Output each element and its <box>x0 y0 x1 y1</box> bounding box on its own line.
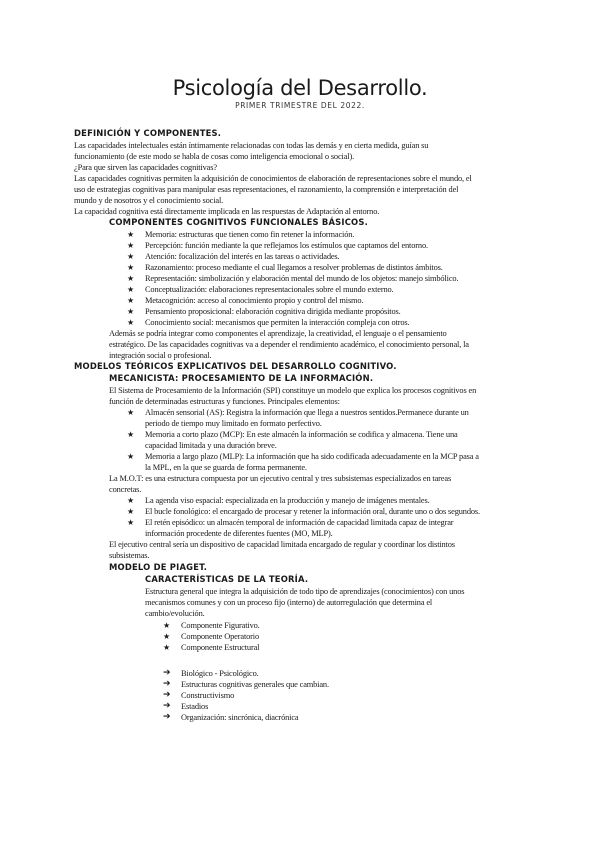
paragraph-line: mecanismos comunes y con un proceso fijo (interno) de autorregulación que determina el <box>145 598 433 607</box>
paragraph-line: El Sistema de Procesamiento de la Información (SPI) constituye un modelo que explica los procesos cognitivos en <box>109 386 477 395</box>
list-item-continuation: información procedente de diferentes fuentes (MO, MLP). <box>145 529 333 538</box>
section-heading-modelos: MODELOS TEÓRICOS EXPLICATIVOS DEL DESARROLLO COGNITIVO. <box>74 361 397 371</box>
star-bullet-icon: ★ <box>127 496 135 505</box>
star-bullet-icon: ★ <box>127 230 135 239</box>
list-item: Representación: simbolización y elaboración mental del mundo de los objetos: manejo simbólico. <box>145 274 459 283</box>
list-item-continuation: capacidad limitada y una duración breve. <box>145 441 277 450</box>
paragraph-line: Las capacidades intelectuales están íntimamente relacionadas con todas las demás y en cierta medida, guían su <box>74 141 429 150</box>
paragraph-line: La capacidad cognitiva está directamente implicada en las respuestas de Adaptación al entorno. <box>74 207 380 216</box>
paragraph-line: concretas. <box>109 485 142 494</box>
list-item: Componente Figurativo. <box>181 621 260 630</box>
star-bullet-icon: ★ <box>127 263 135 272</box>
arrow-right-icon: ➔ <box>163 701 171 711</box>
star-bullet-icon: ★ <box>127 285 135 294</box>
star-bullet-icon: ★ <box>163 632 171 641</box>
section-heading-definicion: DEFINICIÓN Y COMPONENTES. <box>74 128 222 138</box>
paragraph-line: ¿Para que sirven las capacidades cognitivas? <box>74 163 217 172</box>
subheading-piaget: MODELO DE PIAGET. <box>109 562 208 572</box>
list-item: Conocimiento social: mecanismos que permiten la interacción compleja con otros. <box>145 318 410 327</box>
paragraph-line: subsistemas. <box>109 551 150 560</box>
list-item: Biológico - Psicológico. <box>181 669 259 678</box>
section-heading-componentes: COMPONENTES COGNITIVOS FUNCIONALES BÁSICOS. <box>109 217 368 227</box>
star-bullet-icon: ★ <box>127 307 135 316</box>
list-item: Atención: focalización del interés en las tareas o actividades. <box>145 252 340 261</box>
list-item-continuation: periodo de tiempo muy limitado en formato perfectivo. <box>145 419 322 428</box>
list-item: Organización: sincrónica, diacrónica <box>181 713 299 722</box>
star-bullet-icon: ★ <box>127 430 135 439</box>
paragraph-line: función de determinadas estructuras y funciones. Principales elementos: <box>109 397 340 406</box>
arrow-right-icon: ➔ <box>163 679 171 689</box>
star-bullet-icon: ★ <box>127 296 135 305</box>
list-item: Percepción: función mediante la que reflejamos los estímulos que captamos del entorno. <box>145 241 428 250</box>
list-item: Memoria: estructuras que tienen como fin retener la información. <box>145 230 355 239</box>
list-item: El retén episódico: un almacén temporal de información de capacidad limitada capaz de integrar <box>145 518 454 527</box>
document-title: Psicología del Desarrollo. <box>172 76 428 100</box>
paragraph-line: cambio/evolución. <box>145 609 205 618</box>
list-item: Memoria a largo plazo (MLP): La información que ha sido codificada adecuadamente en la MCP pasa a <box>145 452 479 461</box>
list-item-continuation: la MPL, en la que se guarda de forma permanente. <box>145 463 307 472</box>
star-bullet-icon: ★ <box>127 318 135 327</box>
list-item: Componente Estructural <box>181 643 260 652</box>
paragraph-line: funcionamiento (de este modo se habla de cosas como inteligencia emocional o social). <box>74 152 355 161</box>
paragraph-line: uso de estrategias cognitivas para manipular esas representaciones, el razonamiento, la comprensión e interpretación del <box>74 185 459 194</box>
star-bullet-icon: ★ <box>127 518 135 527</box>
list-item: Estructuras cognitivas generales que cambian. <box>181 680 329 689</box>
paragraph-line: La M.O.T: es una estructura compuesta por un ejecutivo central y tres subsistemas especializados en tareas <box>109 474 452 483</box>
list-item: Conceptualización: elaboraciones representacionales sobre el mundo externo. <box>145 285 394 294</box>
list-item: El bucle fonológico: el encargado de procesar y retener la información oral, durante uno o dos segundos. <box>145 507 480 516</box>
paragraph-line: Las capacidades cognitivas permiten la adquisición de conocimientos de elaboración de representaciones sobre el mundo, el <box>74 174 472 183</box>
subheading-caracteristicas: CARACTERÍSTICAS DE LA TEORÍA. <box>145 574 309 584</box>
subheading-mecanicista: MECANICISTA: PROCESAMIENTO DE LA INFORMACIÓN. <box>109 373 374 383</box>
list-item: Pensamiento proposicional: elaboración cognitiva dirigida mediante propósitos. <box>145 307 401 316</box>
paragraph-line: estratégico. De las capacidades cognitivas va a depender el rendimiento académico, el conocimiento personal, la <box>109 340 469 349</box>
paragraph-line: integración social o profesional. <box>109 351 212 360</box>
arrow-right-icon: ➔ <box>163 690 171 700</box>
star-bullet-icon: ★ <box>127 274 135 283</box>
star-bullet-icon: ★ <box>127 241 135 250</box>
star-bullet-icon: ★ <box>127 452 135 461</box>
star-bullet-icon: ★ <box>127 507 135 516</box>
paragraph-line: Estructura general que integra la adquisición de todo tipo de aprendizajes (conocimientos) con unos <box>145 587 465 596</box>
list-item: Metacognición: acceso al conocimiento propio y control del mismo. <box>145 296 364 305</box>
star-bullet-icon: ★ <box>127 408 135 417</box>
list-item: Estadios <box>181 702 209 711</box>
document-subtitle: PRIMER TRIMESTRE DEL 2022. <box>235 101 365 110</box>
list-item: Constructivismo <box>181 691 235 700</box>
paragraph-line: mundo y de nosotros y el conocimiento social. <box>74 196 224 205</box>
paragraph-line: Además se podría integrar como componentes el aprendizaje, la creatividad, el lenguaje o el pensamiento <box>109 329 447 338</box>
arrow-right-icon: ➔ <box>163 668 171 678</box>
list-item: Componente Operatorio <box>181 632 260 641</box>
star-bullet-icon: ★ <box>127 252 135 261</box>
star-bullet-icon: ★ <box>163 621 171 630</box>
paragraph-line: El ejecutivo central sería un dispositivo de capacidad limitada encargado de regular y coordinar los distintos <box>109 540 455 549</box>
arrow-right-icon: ➔ <box>163 712 171 722</box>
list-item: La agenda viso espacial: especializada en la producción y manejo de imágenes mentales. <box>145 496 430 505</box>
list-item: Razonamiento: proceso mediante el cual llegamos a resolver problemas de distintos ámbitos. <box>145 263 443 272</box>
list-item: Almacén sensorial (AS): Registra la información que llega a nuestros sentidos.Permanece durante un <box>145 408 469 417</box>
star-bullet-icon: ★ <box>163 643 171 652</box>
list-item: Memoria a corto plazo (MCP): En este almacén la información se codifica y almacena. Tiene una <box>145 430 458 439</box>
